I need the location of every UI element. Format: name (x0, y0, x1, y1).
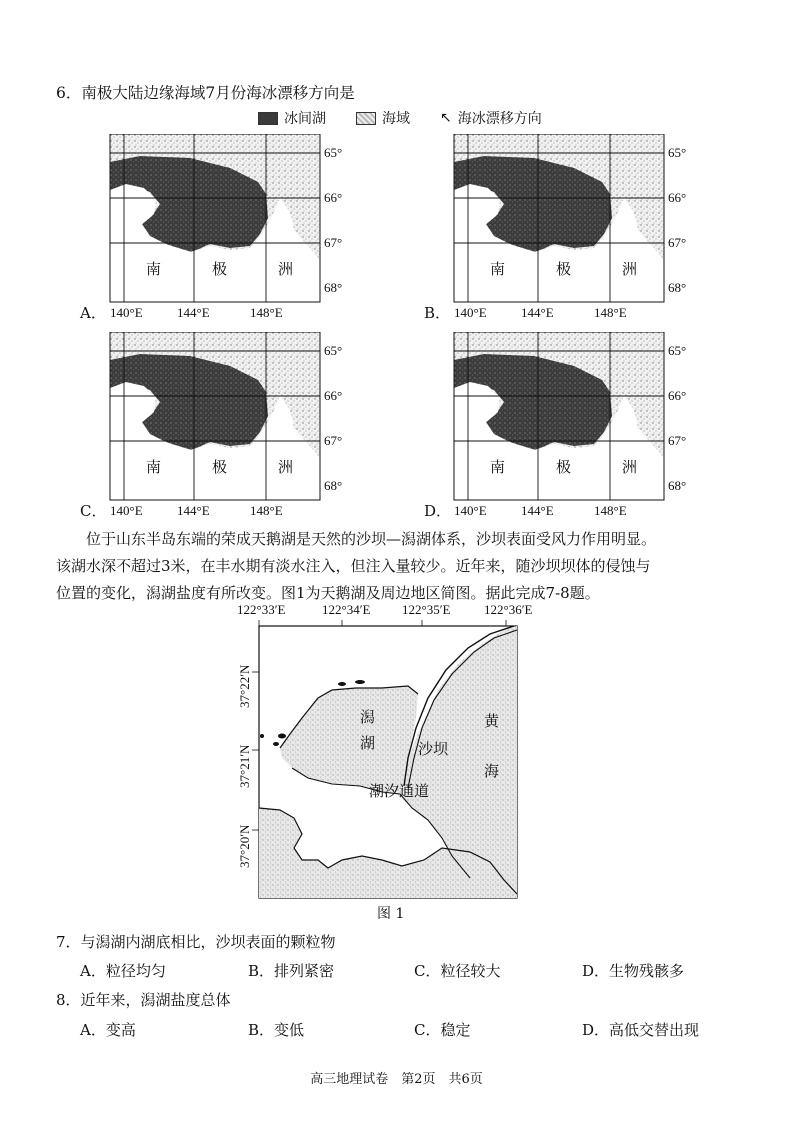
map-legend (258, 108, 542, 128)
land-char: 洲 (278, 260, 294, 278)
lat-label: 66° (324, 190, 343, 205)
fig1-top-label: 122°33′E (237, 602, 286, 617)
lat-label: 67° (324, 235, 343, 250)
q7-choice-c[interactable]: C．粒径较大 (414, 962, 501, 980)
sea-label: 黄 (484, 712, 500, 730)
legend-sea-label: 海域 (382, 111, 410, 127)
lon-label: 140°E (454, 305, 487, 320)
lat-label: 67° (324, 433, 343, 448)
land-char: 极 (212, 260, 228, 278)
passage-line-1: 位于山东半岛东端的荣成天鹅湖是天然的沙坝—潟湖体系，沙坝表面受风力作用明显。 (86, 530, 657, 548)
figure-1 (232, 598, 552, 908)
question-8-text: 8．近年来，潟湖盐度总体 (56, 991, 231, 1009)
lon-label: 140°E (110, 305, 143, 320)
option-letter: C． (80, 502, 107, 520)
question-7-text: 7．与潟湖内湖底相比，沙坝表面的颗粒物 (56, 933, 336, 951)
q8-choice-d[interactable]: D．高低交替出现 (582, 1021, 700, 1039)
lat-label: 65° (668, 145, 687, 160)
lon-label: 148°E (594, 503, 627, 518)
land-char: 极 (556, 260, 572, 278)
lon-label: 148°E (594, 305, 627, 320)
fig1-top-label: 122°34′E (322, 602, 371, 617)
land-char: 洲 (278, 458, 294, 476)
map-option-c[interactable] (80, 332, 350, 520)
lon-label: 144°E (177, 503, 210, 518)
lat-label: 68° (324, 280, 343, 295)
legend-drift-label: 海冰漂移方向 (457, 111, 542, 127)
q7-choice-b[interactable]: B．排列紧密 (248, 962, 335, 980)
figure-1-caption: 图 1 (377, 906, 405, 922)
lon-label: 144°E (521, 305, 554, 320)
page-footer: 高三地理试卷 第2页 共6页 (310, 1072, 483, 1087)
option-letter: D． (424, 502, 452, 520)
sea-label: 海 (484, 762, 500, 780)
lat-label: 66° (324, 388, 343, 403)
lat-label: 66° (668, 190, 687, 205)
lon-label: 144°E (521, 503, 554, 518)
land-char: 极 (212, 458, 228, 476)
fig1-top-label: 122°36′E (484, 602, 533, 617)
land-char: 南 (490, 458, 506, 476)
land-char: 洲 (622, 458, 638, 476)
option-letter: A． (80, 304, 106, 322)
passage (56, 526, 756, 607)
channel-label: 潮汐通道 (369, 782, 430, 800)
lat-label: 67° (668, 235, 687, 250)
fig1-left-label: 37°22′N (237, 664, 252, 708)
option-letter: B． (424, 304, 451, 322)
lon-label: 140°E (110, 503, 143, 518)
land-char: 洲 (622, 260, 638, 278)
lat-label: 65° (324, 145, 343, 160)
sea-swatch (356, 112, 376, 125)
lat-label: 68° (324, 478, 343, 493)
fig1-top-label: 122°35′E (402, 602, 451, 617)
lon-label: 144°E (177, 305, 210, 320)
q8-choice-b[interactable]: B．变低 (248, 1021, 305, 1039)
map-option-d[interactable] (424, 332, 694, 520)
map-option-a[interactable] (80, 134, 350, 322)
q8-choice-a[interactable]: A．变高 (80, 1021, 136, 1039)
fig1-left-label: 37°20′N (237, 824, 252, 868)
land-char: 南 (146, 260, 162, 278)
lagoon-label: 湖 (360, 734, 376, 752)
lon-label: 148°E (250, 305, 283, 320)
lon-label: 148°E (250, 503, 283, 518)
lat-label: 67° (668, 433, 687, 448)
fig1-left-label: 37°21′N (237, 744, 252, 788)
lagoon-label: 潟 (360, 708, 376, 726)
land-char: 极 (556, 458, 572, 476)
arrow-icon: ↖ (440, 110, 452, 126)
lat-label: 68° (668, 478, 687, 493)
q7-choice-d[interactable]: D．生物残骸多 (582, 962, 685, 980)
question-6-text: 6．南极大陆边缘海域7月份海冰漂移方向是 (56, 84, 355, 102)
legend-ice-label: 冰间湖 (284, 111, 326, 127)
passage-line-3: 位置的变化，潟湖盐度有所改变。图1为天鹅湖及周边地区简图。据此完成7-8题。 (56, 584, 600, 602)
q7-choice-a[interactable]: A．粒径均匀 (80, 962, 166, 980)
lon-label: 140°E (454, 503, 487, 518)
land-char: 南 (146, 458, 162, 476)
map-option-b[interactable] (424, 134, 694, 322)
lat-label: 65° (668, 343, 687, 358)
sandbar-label: 沙坝 (418, 740, 449, 758)
ice-swatch (258, 112, 278, 125)
land-char: 南 (490, 260, 506, 278)
q8-choice-c[interactable]: C．稳定 (414, 1021, 471, 1039)
lat-label: 66° (668, 388, 687, 403)
lat-label: 65° (324, 343, 343, 358)
passage-line-2: 该湖水深不超过3米，在丰水期有淡水注入，但注入量较少。近年来，随沙坝坝体的侵蚀与 (56, 557, 651, 575)
lat-label: 68° (668, 280, 687, 295)
